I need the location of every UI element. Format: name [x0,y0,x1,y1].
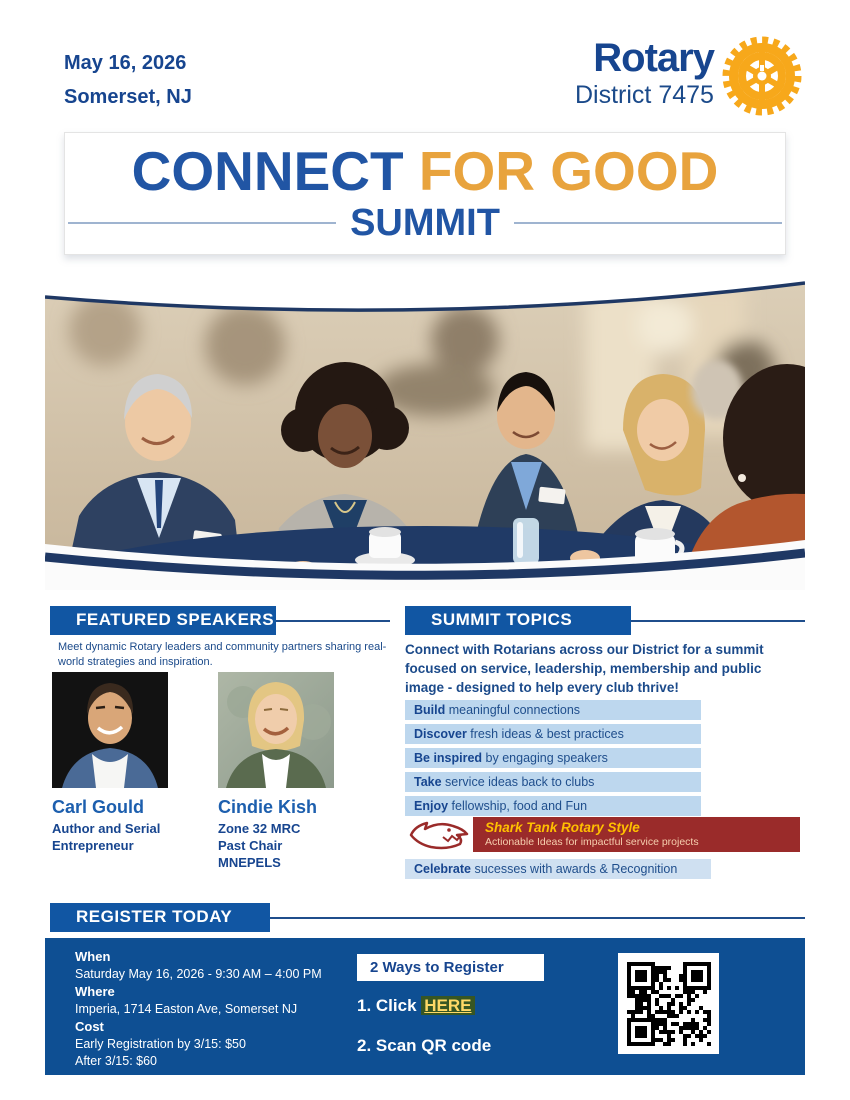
title-connect-for-good [65,141,785,201]
title-summit-row [65,203,785,243]
summit-topics-intro: Connect with Rotarians across our District for a summit focused on service, leadership, membership and public image - designed to help every club thrive! [405,642,764,695]
cost-value-early: Early Registration by 3/15: $50 [75,1037,246,1051]
featured-speakers-header-row [50,606,390,635]
rotary-wheel-icon [722,36,802,116]
topic-item: Enjoy fellowship, food and Fun [405,796,701,816]
speaker-role: Zone 32 MRC Past Chair MNEPELS [218,821,301,870]
summit-topics-heading: SUMMIT TOPICS [405,606,631,635]
shark-tank-title: Shark Tank Rotary Style [485,820,640,835]
speaker-photo-cindie-kish [218,672,334,788]
title-word-summit: SUMMIT [350,202,500,244]
speaker-card-cindie-kish [218,672,334,871]
ways-to-register-heading: 2 Ways to Register [357,954,544,981]
title-word-connect: CONNECT [131,140,419,202]
speaker-role: Author and Serial Entrepreneur [52,821,161,853]
where-label: Where [75,984,115,999]
rotary-brand-name: Rotary [593,36,714,80]
shark-icon [405,817,473,851]
topic-item: Discover fresh ideas & best practices [405,724,701,744]
register-today-heading: REGISTER TODAY [50,903,270,932]
rotary-logo-text [575,36,714,110]
register-step-click: 1. Click HERE [357,996,475,1016]
cost-value-late: After 3/15: $60 [75,1054,158,1068]
title-word-for-good: FOR GOOD [418,140,719,202]
topic-item: Build meaningful connections [405,700,701,720]
summit-topics-list [405,700,705,820]
summit-topics-rule [631,620,805,622]
qr-code [618,953,719,1054]
here-link[interactable]: HERE [421,996,474,1015]
summit-left-rule [68,222,336,224]
featured-speakers-intro: Meet dynamic Rotary leaders and community partners sharing real-world strategies and inspiration. [58,641,387,668]
register-info-box [45,938,805,1075]
speaker-name: Carl Gould [52,797,145,817]
topic-item: Be inspired by engaging speakers [405,748,701,768]
register-step-scan: 2. Scan QR code [357,1036,492,1055]
qr-code-grid [627,962,711,1046]
where-value: Imperia, 1714 Easton Ave, Somerset NJ [75,1002,298,1016]
cost-label: Cost [75,1019,104,1034]
featured-speakers-heading: FEATURED SPEAKERS [50,606,276,635]
speaker-grid [52,672,334,871]
register-details [75,948,322,1070]
summit-right-rule [514,222,782,224]
when-value: Saturday May 16, 2026 - 9:30 AM – 4:00 PM [75,967,322,981]
featured-speakers-rule [276,620,390,622]
speaker-photo-carl-gould [52,672,168,788]
shark-tank-subtitle: Actionable Ideas for impactful service projects [485,836,699,848]
register-today-header-row [50,903,805,932]
celebrate-item: Celebrate sucesses with awards & Recognition [405,859,711,879]
speaker-card-carl-gould [52,672,168,871]
event-date-location [64,46,192,114]
speaker-name: Cindie Kish [218,797,318,817]
rotary-logo [575,36,802,116]
title-banner [64,132,786,255]
event-location: Somerset, NJ [64,86,192,108]
event-photo [45,270,805,590]
register-today-rule [270,917,805,919]
summit-topics-header-row [405,606,805,635]
shark-tank-banner [405,817,800,852]
rotary-district: District 7475 [575,81,714,109]
shark-tank-text [473,817,800,852]
topic-item: Take service ideas back to clubs [405,772,701,792]
event-date: May 16, 2026 [64,52,187,74]
when-label: When [75,949,111,964]
